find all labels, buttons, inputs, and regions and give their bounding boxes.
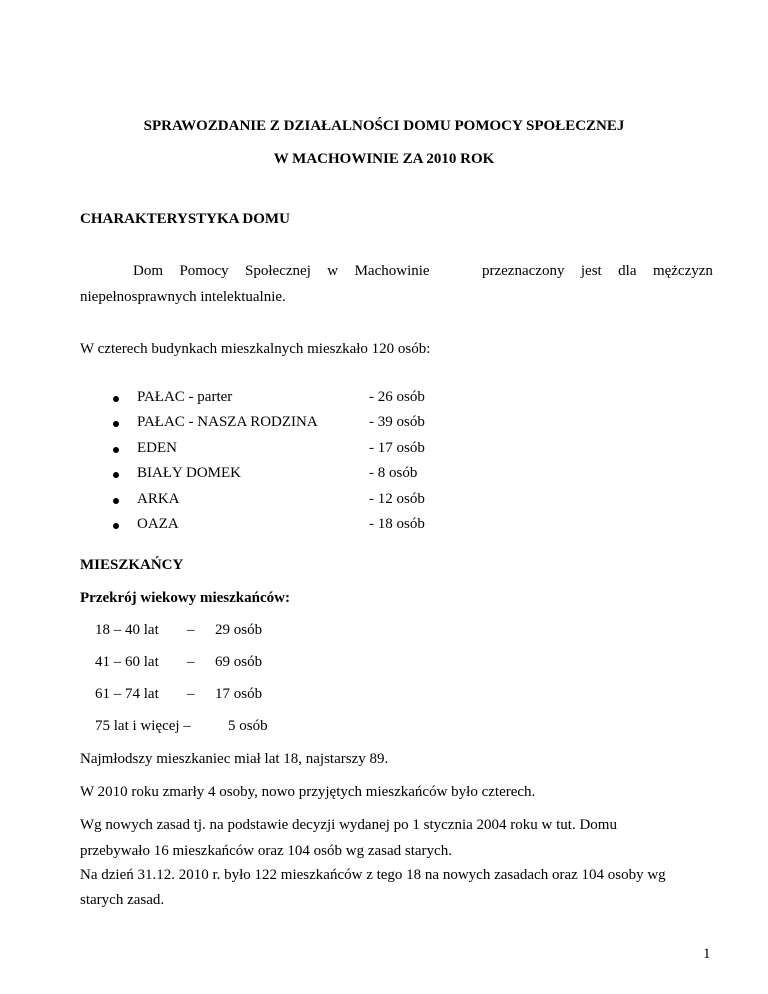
building-count: - 12 osób [369, 491, 425, 507]
paragraph-year-end-line1: Na dzień 31.12. 2010 r. było 122 mieszkańców z tego 18 na nowych zasadach oraz 104 osoby wg [80, 867, 666, 883]
bullet-icon [113, 498, 119, 504]
age-count: 5 osób [228, 718, 268, 734]
age-range: 41 – 60 lat [95, 654, 159, 670]
document-title-line2: W MACHOWINIE ZA 2010 ROK [273, 151, 495, 167]
bullet-icon [113, 447, 119, 453]
building-count: - 17 osób [369, 440, 425, 456]
para-word: dla [618, 263, 637, 279]
section-heading-mieszkancy: MIESZKAŃCY [80, 557, 184, 573]
building-name: PAŁAC - parter [137, 389, 233, 405]
age-dash: – [187, 686, 195, 702]
paragraph-new-rules-line1: Wg nowych zasad tj. na podstawie decyzji wydanej po 1 stycznia 2004 roku w tut. Domu [80, 817, 617, 833]
building-count: - 8 osób [369, 465, 418, 481]
building-name: EDEN [137, 440, 177, 456]
age-count: 69 osób [215, 654, 263, 670]
paragraph-youngest-oldest: Najmłodszy mieszkaniec miał lat 18, najstarszy 89. [80, 751, 389, 767]
paragraph-year-end-line2: starych zasad. [80, 892, 165, 908]
para-word: Dom [133, 263, 163, 279]
age-dash: – [187, 654, 195, 670]
age-range: 61 – 74 lat [95, 686, 159, 702]
age-count: 29 osób [215, 622, 263, 638]
building-name: BIAŁY DOMEK [137, 465, 242, 481]
age-breakdown-subheading: Przekrój wiekowy mieszkańców: [80, 590, 290, 606]
para-word: w [327, 263, 339, 279]
bullet-icon [113, 472, 119, 478]
para-word: Pomocy [179, 263, 229, 279]
building-name: PAŁAC - NASZA RODZINA [137, 414, 318, 430]
document-title-line1: SPRAWOZDANIE Z DZIAŁALNOŚCI DOMU POMOCY SPOŁECZNEJ [143, 118, 625, 134]
intro-paragraph-line1 [133, 263, 713, 280]
section-heading-charakterystyka: CHARAKTERYSTYKA DOMU [80, 211, 290, 227]
para-word: Machowinie [354, 263, 430, 279]
para-word: mężczyzn [652, 263, 713, 279]
building-count: - 26 osób [369, 389, 425, 405]
age-count: 17 osób [215, 686, 263, 702]
building-name: ARKA [137, 491, 180, 507]
bullet-icon [113, 421, 119, 427]
bullet-icon [113, 396, 119, 402]
para-word: Społecznej [245, 263, 311, 279]
age-range: 18 – 40 lat [95, 622, 159, 638]
bullet-icon [113, 523, 119, 529]
intro-paragraph-line2: niepełnosprawnych intelektualnie. [80, 289, 286, 305]
building-count: - 18 osób [369, 516, 425, 532]
age-dash: – [187, 622, 195, 638]
buildings-intro: W czterech budynkach mieszkalnych mieszkało 120 osób: [80, 341, 431, 357]
page-number: 1 [703, 946, 711, 962]
paragraph-new-rules-line2: przebywało 16 mieszkańców oraz 104 osób wg zasad starych. [80, 843, 452, 859]
building-count: - 39 osób [369, 414, 425, 430]
paragraph-deaths-admissions: W 2010 roku zmarły 4 osoby, nowo przyjętych mieszkańców było czterech. [80, 784, 536, 800]
building-name: OAZA [137, 516, 179, 532]
para-word: przeznaczony [482, 263, 565, 279]
age-range: 75 lat i więcej – [95, 718, 191, 734]
para-word: jest [580, 263, 602, 279]
